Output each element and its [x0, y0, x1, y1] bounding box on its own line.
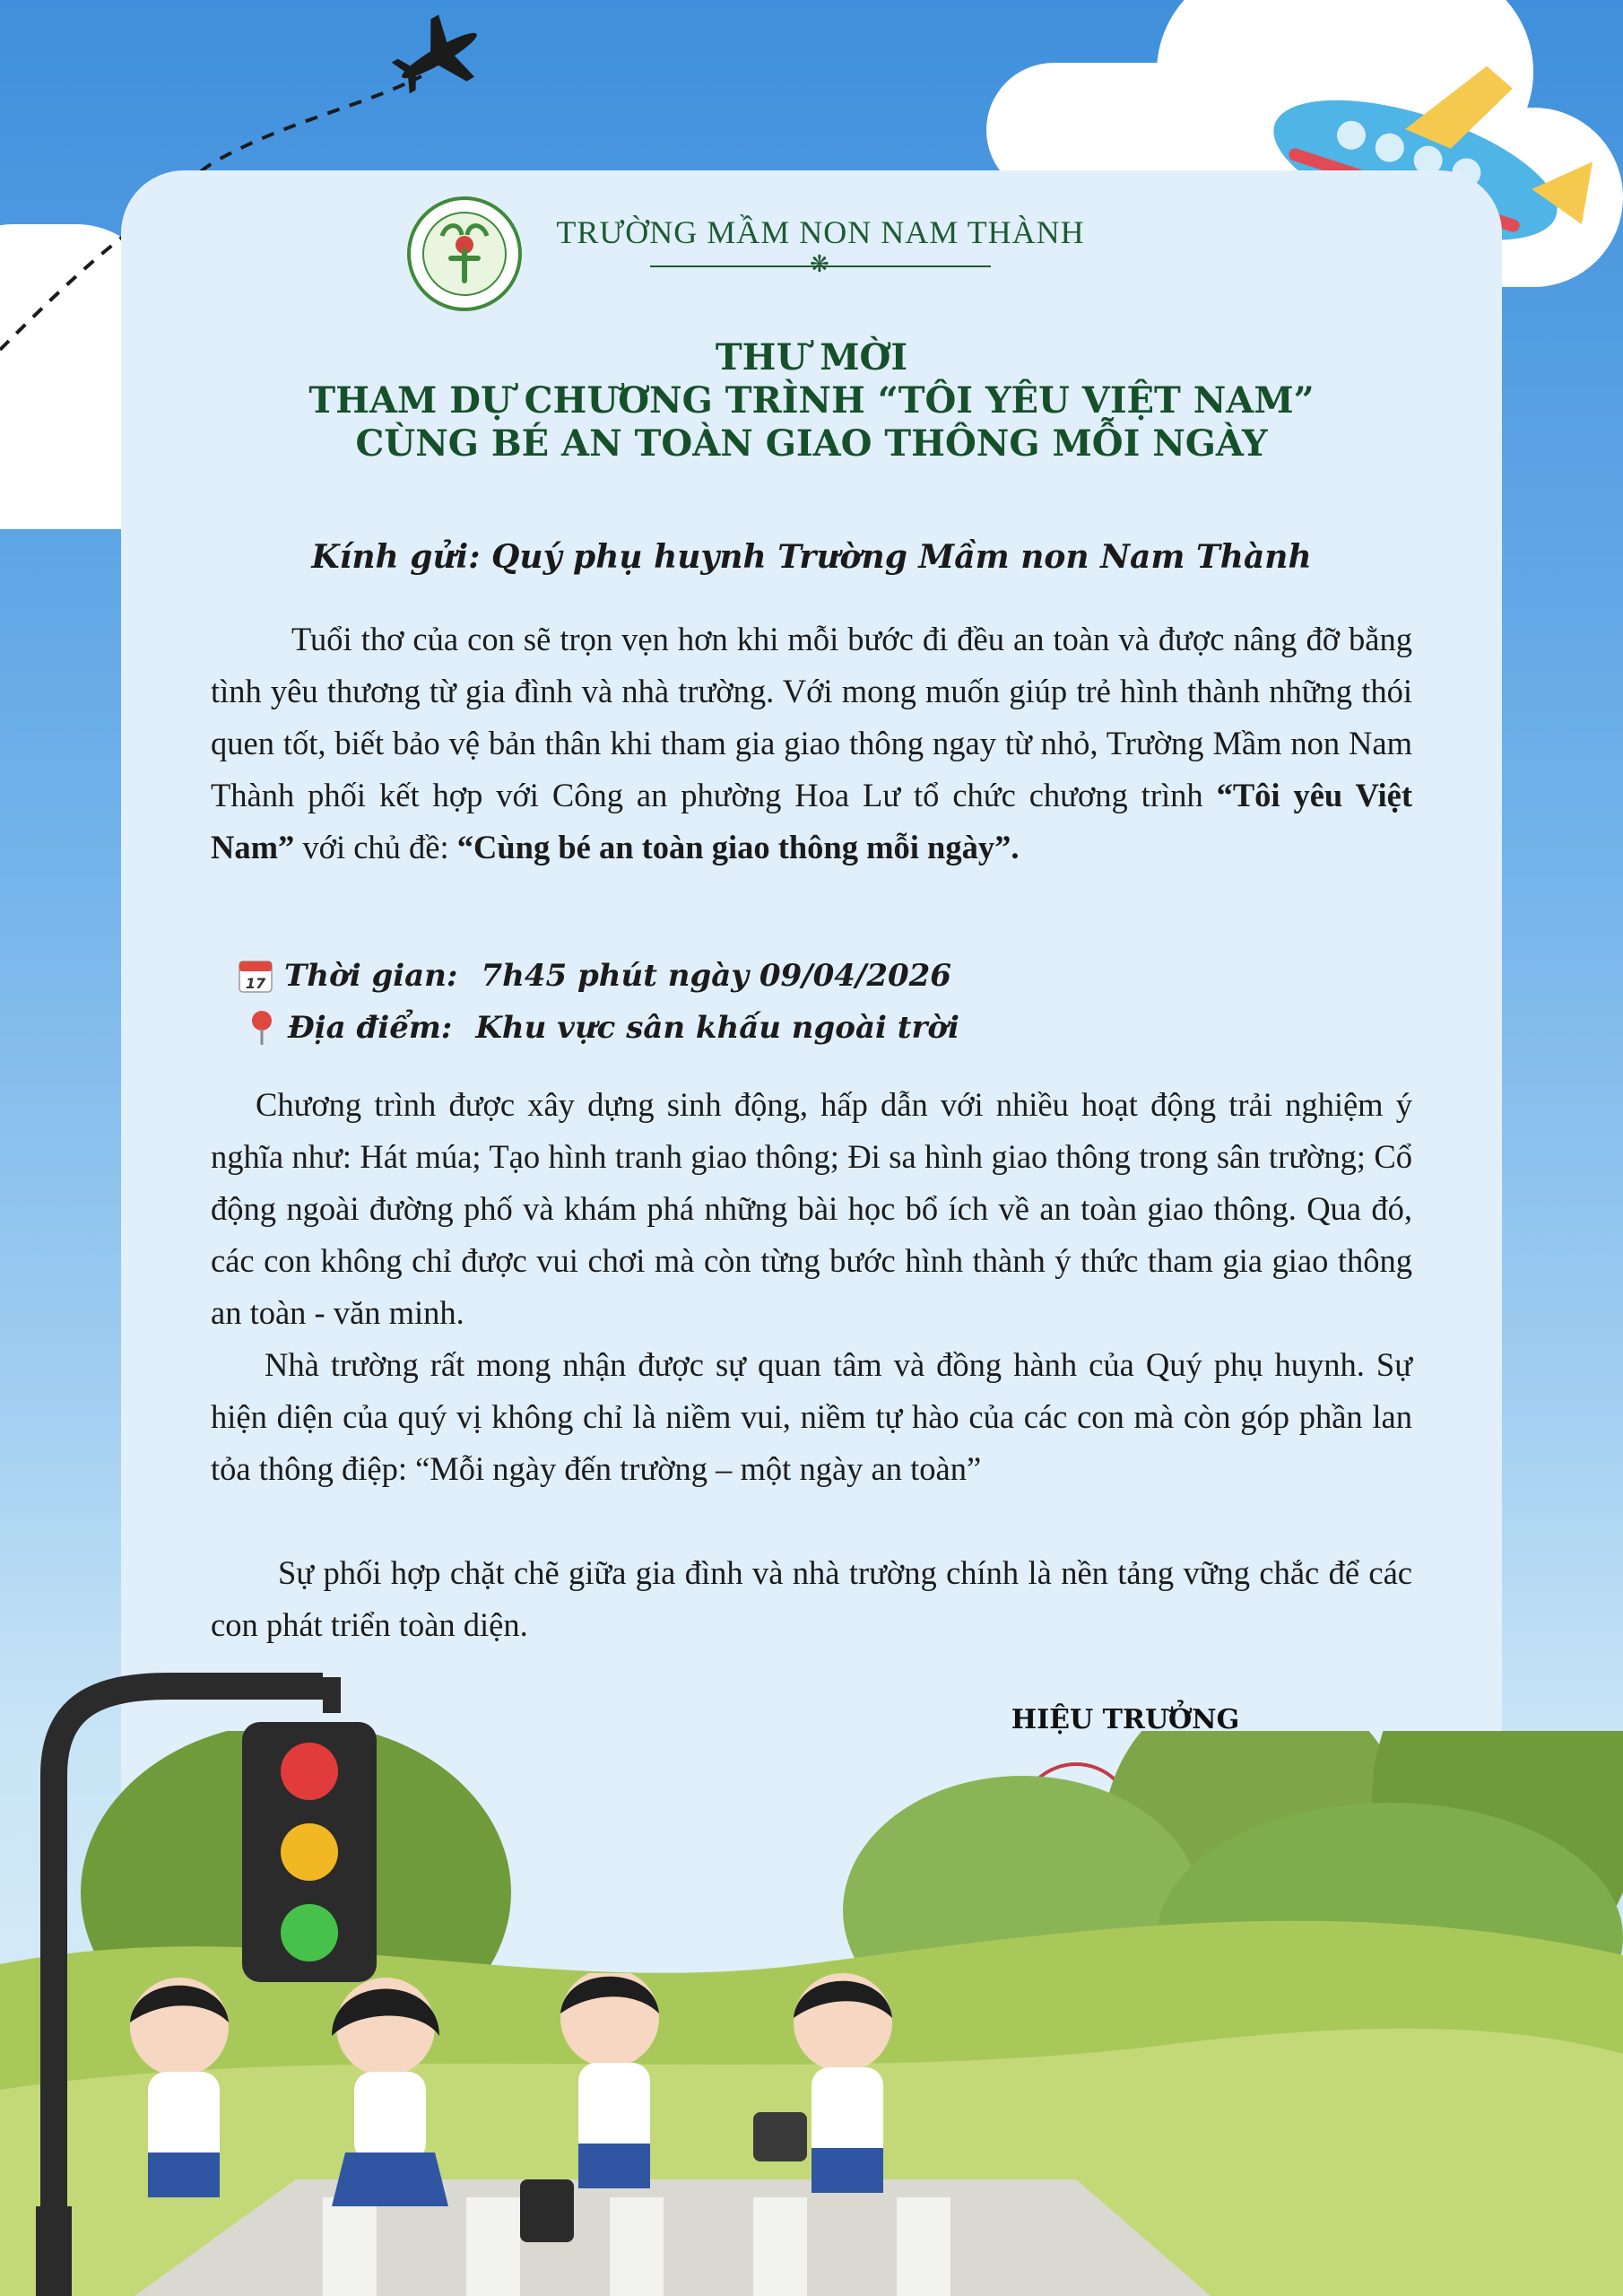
closing-paragraph: Sự phối hợp chặt chẽ giữa gia đình và nhà trường chính là nền tảng vững chắc để các con phát triển toàn diện.: [211, 1554, 1412, 1643]
children-illustration: [99, 1973, 1013, 2296]
title-line-3: CÙNG BÉ AN TOÀN GIAO THÔNG MỖI NGÀY: [355, 422, 1268, 465]
greeting: Kính gửi: Quý phụ huynh Trường Mầm non Nam Thành: [311, 538, 1312, 576]
school-name: TRƯỜNG MẦM NON NAM THÀNH: [556, 214, 1085, 250]
time-label: Thời gian:: [284, 958, 458, 994]
signature-role: HIỆU TRƯỞNG: [1011, 1704, 1240, 1735]
intro-paragraph: [211, 613, 1412, 874]
place-value: Khu vực sân khấu ngoài trời: [475, 1010, 959, 1046]
intro-part2: với chủ đề:: [294, 829, 457, 865]
program-name: “Tôi yêu Việt Nam”: [211, 777, 1412, 865]
calendar-day: 17: [245, 975, 266, 992]
request-paragraph: Nhà trường rất mong nhận được sự quan tâm và đồng hành của Quý phụ huynh. Sự hiện diện của quý vị không chỉ là niềm vui, niềm tự hào của các con mà còn góp phần lan tỏa thông điệp: “Mỗi ngày đến trường – một ngày an toàn”: [211, 1346, 1412, 1487]
activities-paragraph: Chương trình được xây dựng sinh động, hấp dẫn với nhiều hoạt động trải nghiệm ý nghĩa như: Hát múa; Tạo hình tranh giao thông; Đi sa hình giao thông trong sân trường; Cổ động ngoài đường phố và khám phá những bài học bổ ích về an toàn giao thông. Qua đó, các con không chỉ được vui chơi mà còn từng bước hình thành ý thức tham gia giao thông an toàn - văn minh.: [211, 1086, 1412, 1331]
school-logo: [406, 196, 523, 312]
divider-ornament: ❋: [810, 251, 829, 278]
calendar-icon: [238, 958, 273, 994]
place-label: Địa điểm:: [288, 1010, 453, 1046]
title-line-2: THAM DỰ CHƯƠNG TRÌNH “TÔI YÊU VIỆT NAM”: [308, 379, 1315, 422]
location-pin-icon: [247, 1009, 277, 1047]
title-line-1: THƯ MỜI: [715, 336, 908, 378]
time-value: 7h45 phút ngày 09/04/2026: [481, 958, 951, 994]
intro-part1: Tuổi thơ của con sẽ trọn vẹn hơn khi mỗi bước đi đều an toàn và được nâng đỡ bằng tình yêu thương từ gia đình và nhà trường. Với mong muốn giúp trẻ hình thành những thói quen tốt, biết bảo vệ bản thân khi tham gia giao thông ngay từ nhỏ, Trường Mầm non Nam Thành phối kết hợp với Công an phường Hoa Lư tổ chức chương trình: [211, 621, 1412, 813]
place-detail: [247, 1009, 959, 1047]
time-detail: [238, 958, 951, 994]
program-theme: “Cùng bé an toàn giao thông mỗi ngày”.: [456, 829, 1020, 865]
